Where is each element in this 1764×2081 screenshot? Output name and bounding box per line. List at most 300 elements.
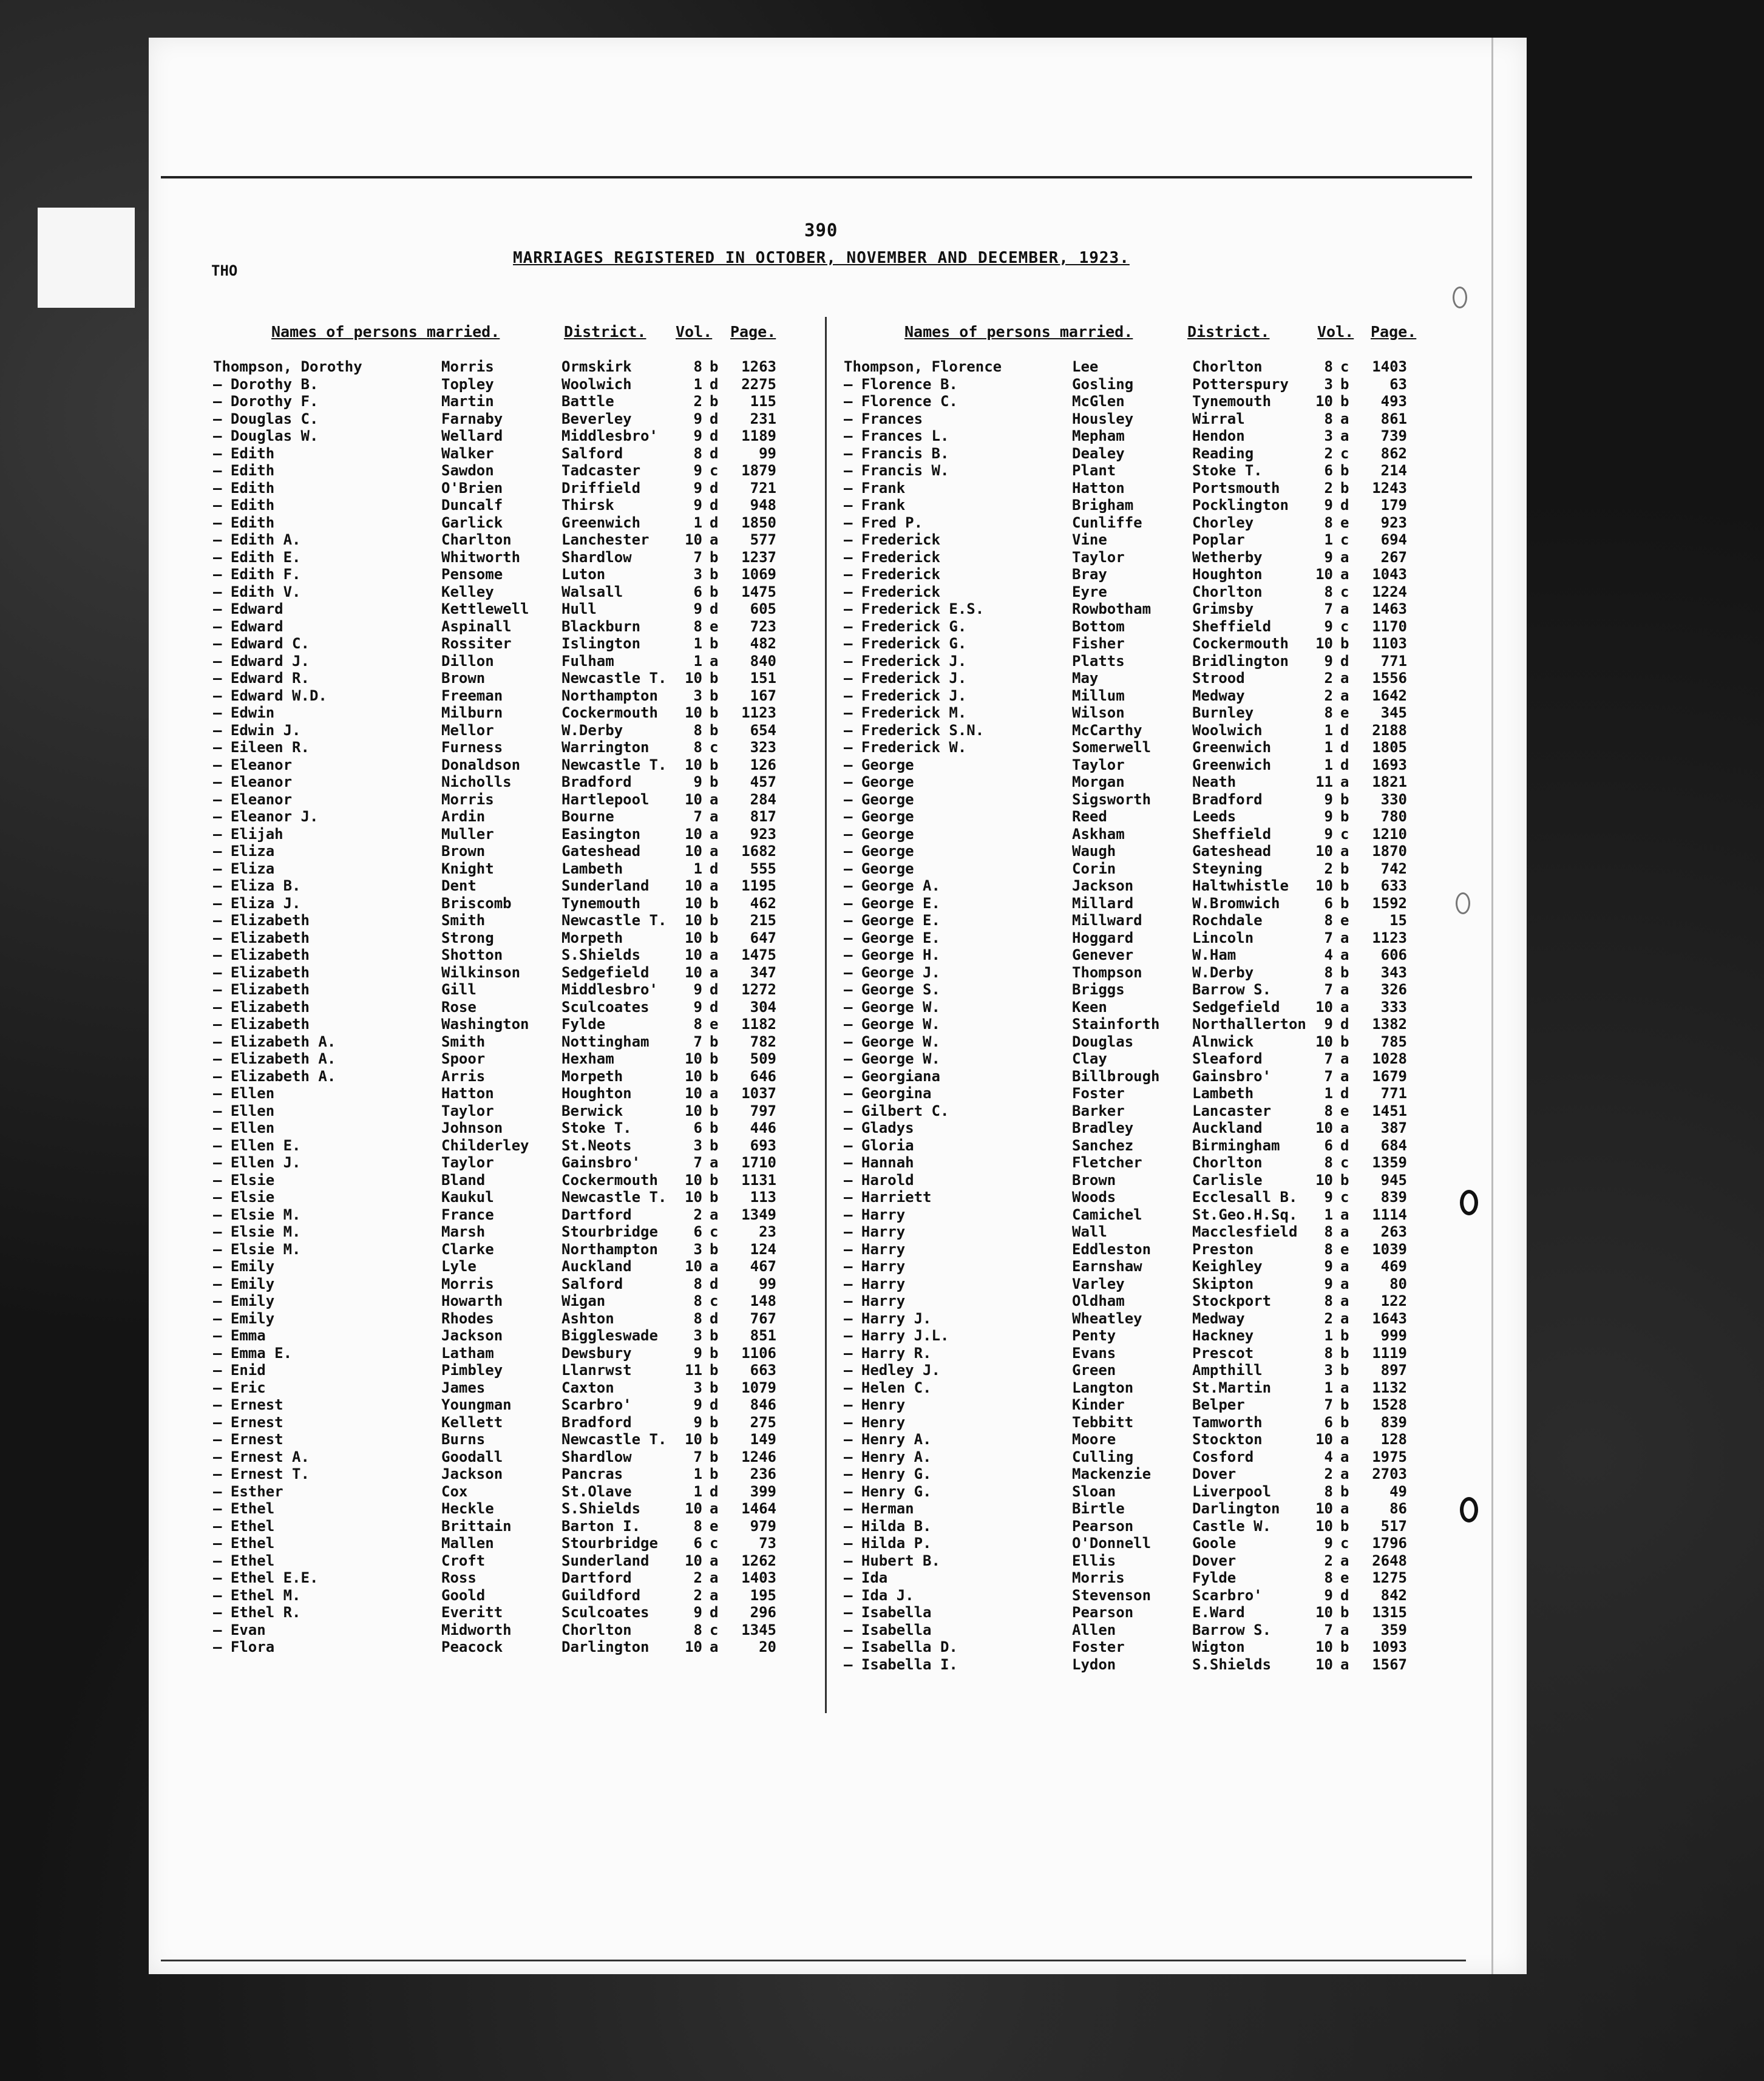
entry-volume: 7 — [693, 1033, 702, 1050]
entry-spouse: Gill — [441, 981, 477, 998]
entry-volume-letter: c — [1340, 583, 1349, 600]
entry-spouse: Bradley — [1072, 1119, 1134, 1136]
entry-district: Darlington — [1192, 1500, 1280, 1517]
entry-forename: — Eleanor J. — [213, 808, 319, 825]
entry-forename: — Edward C. — [213, 635, 310, 652]
entry-volume: 10 — [685, 704, 702, 721]
entry-volume: 8 — [693, 1621, 702, 1638]
entry-page: 1069 — [741, 566, 776, 583]
entry-spouse: Morris — [441, 358, 494, 375]
entry-volume-letter: a — [1340, 981, 1349, 998]
entry-spouse: Morgan — [1072, 773, 1125, 790]
entry-forename: — Dorothy B. — [213, 375, 319, 393]
entry-page: 214 — [1380, 462, 1407, 479]
entry-page: 333 — [1380, 998, 1407, 1016]
entry-forename: — Edward — [213, 617, 283, 635]
entry-volume: 8 — [693, 358, 702, 375]
header-district: District. — [1187, 323, 1270, 341]
entry-volume-letter: a — [1340, 687, 1349, 704]
entry-page: 862 — [1380, 444, 1407, 462]
entry-forename: — Edith E. — [213, 548, 301, 566]
entry-page: 323 — [750, 739, 776, 756]
entry-spouse: Aspinall — [441, 617, 512, 635]
entry-forename: — Ethel — [213, 1535, 275, 1552]
entry-volume-letter: a — [710, 1638, 719, 1655]
entry-district: Woolwich — [561, 375, 632, 393]
entry-forename: — Hedley J. — [844, 1362, 940, 1379]
entry-volume: 9 — [693, 998, 702, 1016]
entry-forename: — Harry — [844, 1258, 906, 1275]
entry-spouse: Corin — [1072, 860, 1116, 877]
entry-spouse: Dent — [441, 877, 477, 894]
entry-forename: — Georgina — [844, 1085, 932, 1102]
entry-district: Dover — [1192, 1465, 1236, 1482]
entry-district: Sheffield — [1192, 617, 1272, 635]
entry-forename: — Frank — [844, 497, 906, 514]
entry-page: 179 — [1380, 497, 1407, 514]
entry-district: Gateshead — [1192, 843, 1272, 860]
entry-forename: — Frederick G. — [844, 635, 967, 652]
entry-forename: — Eliza — [213, 860, 275, 877]
entry-volume: 9 — [1324, 1189, 1333, 1206]
header-vol: Vol. — [1317, 323, 1354, 341]
entry-volume-letter: b — [710, 773, 719, 790]
entry-spouse: McGlen — [1072, 393, 1125, 410]
entry-district: Bradford — [561, 1413, 632, 1431]
entry-forename: — Ethel E.E. — [213, 1569, 319, 1586]
entry-page: 1567 — [1372, 1655, 1407, 1673]
entry-district: Scarbro' — [561, 1396, 632, 1413]
entry-volume-letter: a — [1340, 1206, 1349, 1223]
entry-spouse: O'Donnell — [1072, 1535, 1152, 1552]
entry-district: Stourbridge — [561, 1535, 658, 1552]
entry-volume-letter: e — [710, 1016, 719, 1033]
entry-volume: 10 — [685, 1431, 702, 1448]
entry-page: 167 — [750, 687, 776, 704]
entry-district: Middlesbro' — [561, 427, 658, 444]
entry-page: 267 — [1380, 548, 1407, 566]
entry-page: 861 — [1380, 410, 1407, 427]
entry-volume-letter: b — [1340, 1413, 1349, 1431]
entry-spouse: Cox — [441, 1482, 468, 1500]
entry-spouse: Pearson — [1072, 1604, 1134, 1621]
entry-district: Caxton — [561, 1379, 614, 1396]
entry-spouse: Lyle — [441, 1258, 477, 1275]
entry-spouse: Mackenzie — [1072, 1465, 1152, 1482]
entry-district: Cockermouth — [561, 1171, 658, 1189]
entry-district: Newcastle T. — [561, 1189, 667, 1206]
entry-volume: 1 — [1324, 756, 1333, 773]
entry-spouse: Heckle — [441, 1500, 494, 1517]
entry-forename: — Henry A. — [844, 1431, 932, 1448]
entry-spouse: Midworth — [441, 1621, 512, 1638]
entry-district: Ormskirk — [561, 358, 632, 375]
entry-volume-letter: b — [710, 1413, 719, 1431]
entry-spouse: Brigham — [1072, 497, 1134, 514]
entry-volume: 1 — [1324, 1085, 1333, 1102]
entry-page: 446 — [750, 1119, 776, 1136]
entry-page: 782 — [750, 1033, 776, 1050]
entry-page: 15 — [1389, 912, 1407, 929]
entry-volume: 2 — [693, 1569, 702, 1586]
entry-page: 1272 — [741, 981, 776, 998]
entry-volume: 1 — [1324, 1379, 1333, 1396]
entry-volume-letter: a — [710, 843, 719, 860]
entry-page: 49 — [1389, 1482, 1407, 1500]
entry-volume-letter: e — [1340, 514, 1349, 531]
entry-volume: 9 — [693, 600, 702, 617]
entry-district: St.Martin — [1192, 1379, 1272, 1396]
entry-forename: — Edith — [213, 514, 275, 531]
entry-spouse: Childerley — [441, 1136, 529, 1154]
entry-district: E.Ward — [1192, 1604, 1245, 1621]
entry-volume-letter: b — [710, 583, 719, 600]
entry-spouse: Cunliffe — [1072, 514, 1142, 531]
entry-page: 1463 — [1372, 600, 1407, 617]
entry-volume: 9 — [693, 497, 702, 514]
entry-volume: 10 — [685, 756, 702, 773]
entry-district: Easington — [561, 825, 641, 843]
entry-district: Beverley — [561, 410, 632, 427]
entry-page: 842 — [1380, 1586, 1407, 1604]
entry-volume: 10 — [685, 1552, 702, 1569]
entry-spouse: Woods — [1072, 1189, 1116, 1206]
entry-district: Dartford — [561, 1569, 632, 1586]
entry-volume: 1 — [1324, 721, 1333, 739]
entry-volume-letter: d — [1340, 652, 1349, 670]
entry-spouse: Culling — [1072, 1448, 1134, 1465]
entry-district: Hackney — [1192, 1327, 1254, 1344]
entry-district: Stoke T. — [561, 1119, 632, 1136]
entry-volume-letter: d — [710, 1396, 719, 1413]
entry-spouse: Wall — [1072, 1223, 1107, 1240]
entry-district: Wirral — [1192, 410, 1245, 427]
entry-spouse: Strong — [441, 929, 494, 946]
entry-volume-letter: e — [1340, 704, 1349, 721]
entry-volume-letter: a — [1340, 1431, 1349, 1448]
entry-district: Tadcaster — [561, 462, 641, 479]
entry-forename: — Isabella — [844, 1621, 932, 1638]
entry-forename: — George E. — [844, 912, 940, 929]
entry-volume: 8 — [1324, 1482, 1333, 1500]
entry-forename: — George — [844, 860, 914, 877]
entry-page: 1682 — [741, 843, 776, 860]
entry-spouse: Freeman — [441, 687, 503, 704]
entry-district: Luton — [561, 566, 606, 583]
entry-volume-letter: b — [710, 929, 719, 946]
entry-volume-letter: a — [1340, 1258, 1349, 1275]
entry-spouse: Pimbley — [441, 1362, 503, 1379]
entry-forename: — Frederick — [844, 566, 940, 583]
entry-volume: 11 — [1315, 773, 1333, 790]
entry-district: Stockport — [1192, 1292, 1272, 1309]
entry-volume: 2 — [1324, 1465, 1333, 1482]
entry-page: 1403 — [741, 1569, 776, 1586]
entry-district: Lincoln — [1192, 929, 1254, 946]
entry-volume-letter: d — [710, 600, 719, 617]
entry-page: 115 — [750, 393, 776, 410]
entry-forename: Thompson, Florence — [844, 358, 1002, 375]
entry-district: Barrow S. — [1192, 981, 1272, 998]
entry-spouse: Keen — [1072, 998, 1107, 1016]
entry-volume: 9 — [1324, 1535, 1333, 1552]
entry-volume-letter: b — [710, 1050, 719, 1067]
entry-volume: 9 — [1324, 548, 1333, 566]
entry-district: Chorlton — [561, 1621, 632, 1638]
entry-page: 73 — [759, 1535, 776, 1552]
entry-forename: — George — [844, 790, 914, 808]
entry-district: Medway — [1192, 1309, 1245, 1327]
entry-forename: — Frederick — [844, 531, 940, 548]
entry-district: Prescot — [1192, 1344, 1254, 1362]
entry-forename: — George — [844, 756, 914, 773]
entry-volume: 8 — [1324, 1569, 1333, 1586]
entry-page: 846 — [750, 1396, 776, 1413]
entry-forename: — Douglas C. — [213, 410, 319, 427]
entry-spouse: Askham — [1072, 825, 1125, 843]
entry-spouse: Duncalf — [441, 497, 503, 514]
entry-district: Carlisle — [1192, 1171, 1263, 1189]
entry-district: Sunderland — [561, 877, 650, 894]
entry-spouse: Langton — [1072, 1379, 1134, 1396]
entry-volume-letter: d — [710, 479, 719, 497]
entry-forename: — Harry — [844, 1240, 906, 1258]
entry-district: Darlington — [561, 1638, 650, 1655]
header-district: District. — [564, 323, 646, 341]
entry-volume: 7 — [693, 1448, 702, 1465]
entry-spouse: Jackson — [441, 1465, 503, 1482]
entry-spouse: Taylor — [1072, 756, 1125, 773]
entry-volume: 3 — [693, 687, 702, 704]
entry-forename: — Isabella I. — [844, 1655, 958, 1673]
entry-forename: — Elsie M. — [213, 1206, 301, 1223]
entry-volume-letter: c — [1340, 617, 1349, 635]
entry-forename: — Dorothy F. — [213, 393, 319, 410]
entry-spouse: Walker — [441, 444, 494, 462]
entry-spouse: Muller — [441, 825, 494, 843]
entry-page: 767 — [750, 1309, 776, 1327]
entry-volume-letter: b — [710, 1465, 719, 1482]
entry-forename: — Ida — [844, 1569, 888, 1586]
entry-spouse: Farnaby — [441, 410, 503, 427]
entry-spouse: Smith — [441, 1033, 486, 1050]
entry-volume: 7 — [1324, 1050, 1333, 1067]
entry-volume-letter: a — [1340, 548, 1349, 566]
entry-page: 839 — [1380, 1413, 1407, 1431]
entry-page: 2188 — [1372, 721, 1407, 739]
entry-page: 482 — [750, 635, 776, 652]
entry-spouse: Fletcher — [1072, 1154, 1142, 1171]
entry-page: 1114 — [1372, 1206, 1407, 1223]
entry-page: 923 — [1380, 514, 1407, 531]
entry-district: St.Olave — [561, 1482, 632, 1500]
column-divider — [825, 317, 827, 1713]
entry-forename: — Eleanor — [213, 790, 293, 808]
entry-spouse: Mellor — [441, 721, 494, 739]
entry-volume: 9 — [693, 427, 702, 444]
entry-spouse: Taylor — [441, 1102, 494, 1119]
entry-spouse: Birtle — [1072, 1500, 1125, 1517]
entry-volume: 8 — [1324, 1344, 1333, 1362]
entry-volume-letter: b — [710, 1136, 719, 1154]
entry-volume: 10 — [685, 1102, 702, 1119]
entry-spouse: Allen — [1072, 1621, 1116, 1638]
entry-volume-letter: d — [710, 998, 719, 1016]
entry-forename: — Elizabeth A. — [213, 1067, 336, 1085]
entry-forename: — Elizabeth A. — [213, 1050, 336, 1067]
page-number: 390 — [804, 220, 838, 240]
entry-page: 780 — [1380, 808, 1407, 825]
punch-hole — [1460, 1190, 1478, 1215]
entry-district: W.Derby — [561, 721, 623, 739]
entry-page: 148 — [750, 1292, 776, 1309]
entry-district: Islington — [561, 635, 641, 652]
entry-volume: 9 — [1324, 808, 1333, 825]
entry-spouse: Kettlewell — [441, 600, 529, 617]
entry-district: Houghton — [1192, 566, 1263, 583]
entry-page: 1359 — [1372, 1154, 1407, 1171]
entry-volume-letter: b — [710, 1344, 719, 1362]
entry-volume-letter: b — [1340, 1517, 1349, 1535]
entry-district: Leeds — [1192, 808, 1236, 825]
entry-spouse: Arris — [441, 1067, 486, 1085]
entry-volume-letter: c — [1340, 1535, 1349, 1552]
entry-spouse: Sloan — [1072, 1482, 1116, 1500]
entry-forename: — Frederick G. — [844, 617, 967, 635]
entry-spouse: Nicholls — [441, 773, 512, 790]
entry-volume-letter: c — [710, 462, 719, 479]
entry-volume: 8 — [1324, 1240, 1333, 1258]
entry-forename: — Elizabeth — [213, 1016, 310, 1033]
entry-district: Pocklington — [1192, 497, 1289, 514]
entry-spouse: Martin — [441, 393, 494, 410]
entry-page: 839 — [1380, 1189, 1407, 1206]
entry-forename: — Harry J. — [844, 1309, 932, 1327]
entry-volume: 10 — [1315, 1517, 1333, 1535]
entry-page: 86 — [1389, 1500, 1407, 1517]
entry-page: 1170 — [1372, 617, 1407, 635]
entry-volume: 10 — [1315, 393, 1333, 410]
entry-volume: 10 — [685, 843, 702, 860]
entry-volume: 8 — [1324, 583, 1333, 600]
entry-volume-letter: c — [1340, 825, 1349, 843]
entry-spouse: Hoggard — [1072, 929, 1134, 946]
entry-page: 399 — [750, 1482, 776, 1500]
entry-district: Wetherby — [1192, 548, 1263, 566]
entry-volume-letter: a — [1340, 929, 1349, 946]
entry-volume: 7 — [1324, 981, 1333, 998]
entry-volume: 1 — [693, 635, 702, 652]
entry-district: Woolwich — [1192, 721, 1263, 739]
entry-volume: 3 — [693, 566, 702, 583]
entry-volume-letter: a — [710, 1569, 719, 1586]
entry-forename: — Henry — [844, 1413, 906, 1431]
entry-spouse: Morris — [441, 790, 494, 808]
entry-district: Birmingham — [1192, 1136, 1280, 1154]
entry-district: Sleaford — [1192, 1050, 1263, 1067]
entry-volume-letter: c — [1340, 358, 1349, 375]
entry-district: Chorlton — [1192, 583, 1263, 600]
entry-spouse: Evans — [1072, 1344, 1116, 1362]
entry-page: 304 — [750, 998, 776, 1016]
entry-district: Bradford — [561, 773, 632, 790]
entry-volume: 10 — [685, 912, 702, 929]
header-names: Names of persons married. — [904, 323, 1133, 341]
entry-district: Middlesbro' — [561, 981, 658, 998]
entry-volume: 3 — [1324, 427, 1333, 444]
entry-district: Bourne — [561, 808, 614, 825]
entry-volume-letter: a — [1340, 427, 1349, 444]
entry-district: Tamworth — [1192, 1413, 1263, 1431]
entry-volume: 7 — [1324, 1621, 1333, 1638]
entry-page: 347 — [750, 963, 776, 981]
entry-page: 647 — [750, 929, 776, 946]
entry-district: Keighley — [1192, 1258, 1263, 1275]
entry-page: 663 — [750, 1362, 776, 1379]
entry-district: Dover — [1192, 1552, 1236, 1569]
entry-page: 817 — [750, 808, 776, 825]
entry-volume-letter: d — [710, 375, 719, 393]
header-vol: Vol. — [676, 323, 713, 341]
entry-volume: 7 — [693, 808, 702, 825]
entry-forename: — Hilda B. — [844, 1517, 932, 1535]
entry-page: 1556 — [1372, 670, 1407, 687]
entry-volume: 10 — [685, 1171, 702, 1189]
entry-forename: — Frederick — [844, 548, 940, 566]
entry-forename: — Frederick J. — [844, 670, 967, 687]
entry-spouse: Latham — [441, 1344, 494, 1362]
entry-page: 2648 — [1372, 1552, 1407, 1569]
entry-spouse: Brittain — [441, 1517, 512, 1535]
entry-volume-letter: b — [1340, 894, 1349, 912]
entry-forename: — Elsie M. — [213, 1240, 301, 1258]
entry-district: Barton I. — [561, 1517, 641, 1535]
entry-volume: 9 — [693, 479, 702, 497]
entry-forename: — Edith F. — [213, 566, 301, 583]
entry-forename: — Ida J. — [844, 1586, 914, 1604]
entry-district: Chorley — [1192, 514, 1254, 531]
entry-spouse: Pearson — [1072, 1517, 1134, 1535]
entry-page: 1263 — [741, 358, 776, 375]
entry-page: 605 — [750, 600, 776, 617]
entry-volume: 7 — [1324, 1067, 1333, 1085]
page-edge — [1491, 38, 1493, 1974]
entry-district: Fylde — [561, 1016, 606, 1033]
entry-spouse: Camichel — [1072, 1206, 1142, 1223]
entry-forename: — Emily — [213, 1258, 275, 1275]
entry-district: Hull — [561, 600, 597, 617]
entry-forename: — Ellen E. — [213, 1136, 301, 1154]
entry-volume: 8 — [1324, 1102, 1333, 1119]
entry-district: Lambeth — [1192, 1085, 1254, 1102]
entry-spouse: Jackson — [441, 1327, 503, 1344]
entry-spouse: Howarth — [441, 1292, 503, 1309]
entry-volume: 9 — [1324, 825, 1333, 843]
entry-spouse: Burns — [441, 1431, 486, 1448]
entry-volume-letter: b — [710, 1448, 719, 1465]
entry-forename: — George — [844, 773, 914, 790]
entry-volume-letter: b — [710, 1431, 719, 1448]
entry-volume-letter: b — [710, 894, 719, 912]
entry-volume: 6 — [1324, 1413, 1333, 1431]
entry-forename: — Elsie — [213, 1171, 275, 1189]
entry-forename: — Francis W. — [844, 462, 949, 479]
entry-volume: 7 — [1324, 929, 1333, 946]
entry-spouse: Smith — [441, 912, 486, 929]
entry-district: Poplar — [1192, 531, 1245, 548]
entry-volume-letter: b — [710, 1240, 719, 1258]
entry-page: 124 — [750, 1240, 776, 1258]
